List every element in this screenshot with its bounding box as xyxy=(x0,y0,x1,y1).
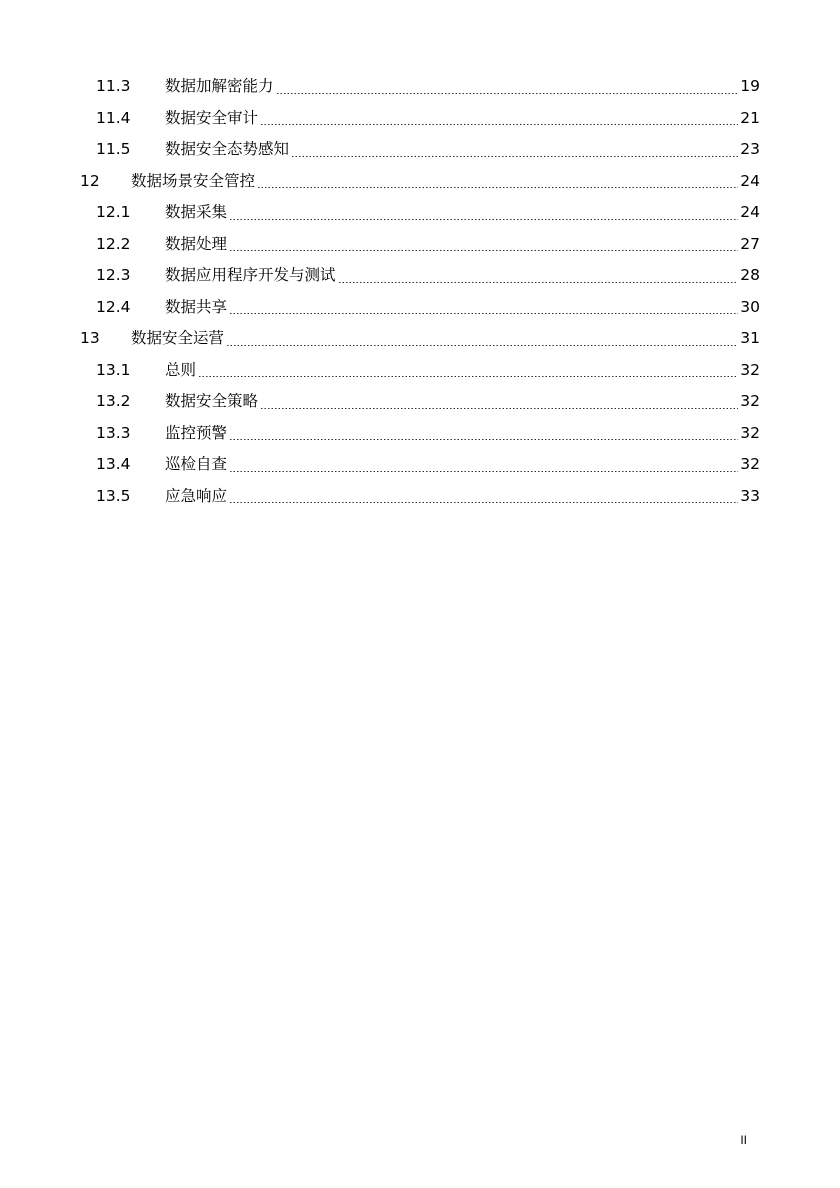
toc-entry-number: 12 xyxy=(80,171,100,190)
toc-entry[interactable] xyxy=(80,386,760,418)
toc-entry-page: 23 xyxy=(740,140,760,158)
toc-entry-page: 24 xyxy=(740,171,760,190)
toc-dot-leader xyxy=(229,502,738,503)
toc-entry-page: 32 xyxy=(740,455,760,473)
toc-dot-leader xyxy=(229,471,738,472)
toc-entry-title: 数据安全审计 xyxy=(165,108,259,127)
toc-entry-number: 11.4 xyxy=(96,108,131,127)
toc-entry-number: 12.3 xyxy=(96,266,131,284)
toc-entry-page: 27 xyxy=(740,234,760,253)
toc-entry-page: 32 xyxy=(740,360,760,379)
toc-entry-title: 数据加解密能力 xyxy=(165,77,274,95)
table-of-contents xyxy=(80,71,760,512)
toc-entry-number: 11.3 xyxy=(96,77,131,95)
page-number: II xyxy=(740,1133,747,1147)
toc-entry-title: 数据共享 xyxy=(165,297,228,316)
toc-entry-title: 数据安全运营 xyxy=(131,329,225,347)
toc-entry-page: 31 xyxy=(740,329,760,347)
toc-entry-number: 11.5 xyxy=(96,140,131,158)
toc-dot-leader xyxy=(229,250,738,251)
toc-entry-number: 12.1 xyxy=(96,203,131,221)
toc-dot-leader xyxy=(257,187,738,188)
toc-entry[interactable] xyxy=(80,229,760,261)
toc-entry[interactable] xyxy=(80,166,760,198)
toc-dot-leader xyxy=(260,408,738,409)
toc-entry[interactable] xyxy=(80,355,760,387)
toc-entry-number: 13.3 xyxy=(96,423,131,442)
toc-dot-leader xyxy=(226,345,738,346)
toc-entry[interactable] xyxy=(80,481,760,513)
toc-entry-number: 13.2 xyxy=(96,392,131,410)
toc-entry[interactable] xyxy=(80,134,760,166)
toc-dot-leader xyxy=(229,219,738,220)
toc-entry-page: 30 xyxy=(740,297,760,316)
toc-entry-title: 数据安全策略 xyxy=(165,392,259,410)
toc-dot-leader xyxy=(229,313,738,314)
toc-entry[interactable] xyxy=(80,197,760,229)
toc-entry-title: 应急响应 xyxy=(165,486,228,505)
toc-entry-number: 12.4 xyxy=(96,297,131,316)
toc-entry-title: 巡检自查 xyxy=(165,455,228,473)
toc-entry-number: 13 xyxy=(80,329,100,347)
toc-entry-number: 13.5 xyxy=(96,486,131,505)
toc-entry-title: 数据采集 xyxy=(165,203,228,221)
toc-dot-leader xyxy=(260,124,738,125)
toc-dot-leader xyxy=(338,282,739,283)
toc-entry[interactable] xyxy=(80,260,760,292)
toc-dot-leader xyxy=(229,439,738,440)
toc-entry-title: 数据处理 xyxy=(165,234,228,253)
toc-entry-page: 24 xyxy=(740,203,760,221)
toc-entry-page: 28 xyxy=(740,266,760,284)
toc-entry-page: 33 xyxy=(740,486,760,505)
toc-dot-leader xyxy=(276,93,739,94)
toc-dot-leader xyxy=(198,376,738,377)
toc-entry-page: 19 xyxy=(740,77,760,95)
toc-entry-page: 32 xyxy=(740,423,760,442)
toc-entry-number: 12.2 xyxy=(96,234,131,253)
toc-entry[interactable] xyxy=(80,449,760,481)
toc-entry-title: 数据场景安全管控 xyxy=(131,171,256,190)
toc-entry[interactable] xyxy=(80,323,760,355)
toc-entry-title: 监控预警 xyxy=(165,423,228,442)
toc-entry-title: 总则 xyxy=(165,360,197,379)
toc-entry[interactable] xyxy=(80,292,760,324)
toc-entry-page: 32 xyxy=(740,392,760,410)
toc-entry-page: 21 xyxy=(740,108,760,127)
toc-entry[interactable] xyxy=(80,103,760,135)
toc-entry-title: 数据应用程序开发与测试 xyxy=(165,266,336,284)
toc-entry[interactable] xyxy=(80,418,760,450)
toc-entry[interactable] xyxy=(80,71,760,103)
toc-entry-title: 数据安全态势感知 xyxy=(165,140,290,158)
toc-dot-leader xyxy=(291,156,738,157)
toc-entry-number: 13.4 xyxy=(96,455,131,473)
toc-entry-number: 13.1 xyxy=(96,360,131,379)
